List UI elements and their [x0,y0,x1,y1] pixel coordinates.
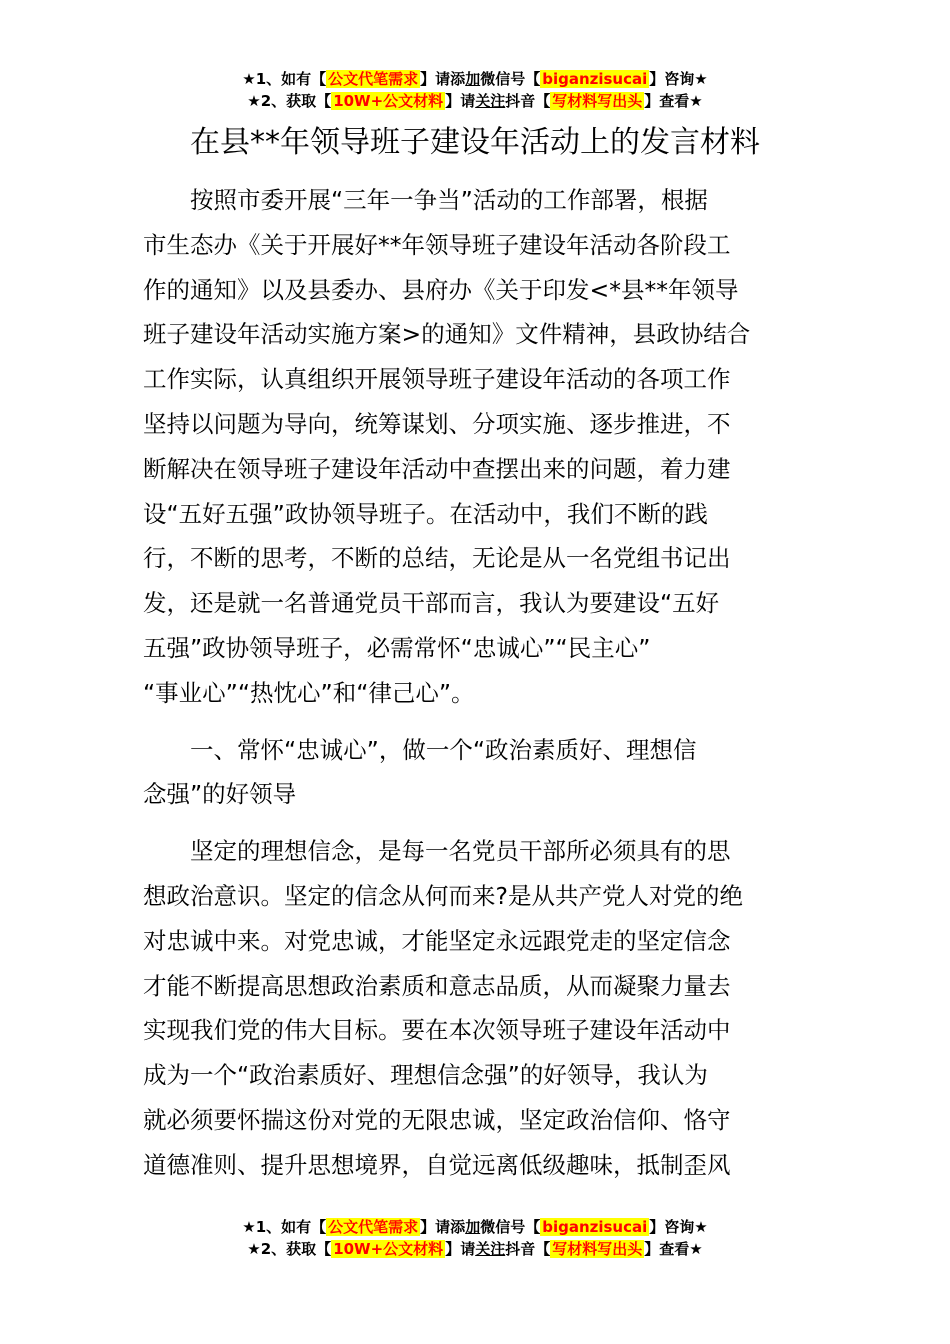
text-line: “事业心”“热忱心”和“律己心”。 [143,678,475,707]
text-line: 发，还是就一名普通党员干部而言，我认为要建设“五好 [143,589,720,618]
text-line: 才能不断提高思想政治素质和意志品质，从而凝聚力量去 [143,971,731,1000]
section-heading-1 [143,728,810,818]
text-line: 实现我们党的伟大目标。要在本次领导班子建设年活动中 [143,1016,731,1045]
banner-line-2: ★2、获取【 10W+公文材料 】请关注抖音【 写材料写出头 】查看★ [247,1240,703,1258]
highlight-materials: 10W+公文材料 [333,1240,444,1258]
text-line: 成为一个“政治素质好、理想信念强”的好领导，我认为 [143,1061,708,1090]
text-line: 按照市委开展“三年一争当”活动的工作部署，根据 [143,186,708,214]
text-line: 市生态办《关于开展好**年领导班子建设年活动各阶段工 [143,230,731,259]
text-line: 想政治意识。坚定的信念从何而来?是从共产党人对党的绝 [143,881,743,910]
highlight-douyin: 写材料写出头 [552,92,643,110]
text-line: 断解决在领导班子建设年活动中查摆出来的问题，着力建 [143,454,731,483]
text-line: 五强”政协领导班子，必需常怀“忠诚心”“民主心” [143,633,651,662]
heading-line: 一、常怀“忠诚心”，做一个“政治素质好、理想信 [143,735,697,764]
document-title: 在县**年领导班子建设年活动上的发言材料 [190,125,760,160]
text-line: 作的通知》以及县委办、县府办《关于印发<*县**年领导 [143,275,739,304]
highlight-service: 公文代笔需求 [328,1218,419,1236]
highlight-wechat-id: biganzisucai [542,1218,648,1236]
banner-line-2: ★2、获取【 10W+公文材料 】请关注抖音【 写材料写出头 】查看★ [247,92,703,110]
highlight-douyin: 写材料写出头 [552,1240,643,1258]
text-line: 工作实际，认真组织开展领导班子建设年活动的各项工作 [143,365,731,394]
highlight-wechat-id: biganzisucai [542,70,648,88]
document-body [143,178,810,1188]
paragraph-1 [143,178,810,716]
text-line: 班子建设年活动实施方案>的通知》文件精神，县政协结合 [143,320,751,349]
banner-line-1: ★1、如有【 公文代笔需求 】请添加微信号【 biganzisucai 】咨询★ [242,70,708,88]
paragraph-2 [143,829,810,1187]
text-line: 就必须要怀揣这份对党的无限忠诚，坚定政治信仰、恪守 [143,1105,731,1134]
text-line: 对忠诚中来。对党忠诚，才能坚定永远跟党走的坚定信念 [143,926,731,955]
heading-line: 念强”的好领导 [143,780,297,809]
text-line: 坚持以问题为导向，统筹谋划、分项实施、逐步推进，不 [143,409,731,438]
highlight-service: 公文代笔需求 [328,70,419,88]
banner-line-1: ★1、如有【 公文代笔需求 】请添加微信号【 biganzisucai 】咨询★ [242,1218,708,1236]
bottom-banner [0,1216,950,1260]
top-banner [0,68,950,112]
text-line: 设“五好五强”政协领导班子。在活动中，我们不断的践 [143,499,708,528]
text-line: 行，不断的思考，不断的总结，无论是从一名党组书记出 [143,544,731,573]
text-line: 道德准则、提升思想境界，自觉远离低级趣味，抵制歪风 [143,1150,731,1179]
text-line: 坚定的理想信念，是每一名党员干部所必须具有的思 [143,837,731,866]
highlight-materials: 10W+公文材料 [333,92,444,110]
